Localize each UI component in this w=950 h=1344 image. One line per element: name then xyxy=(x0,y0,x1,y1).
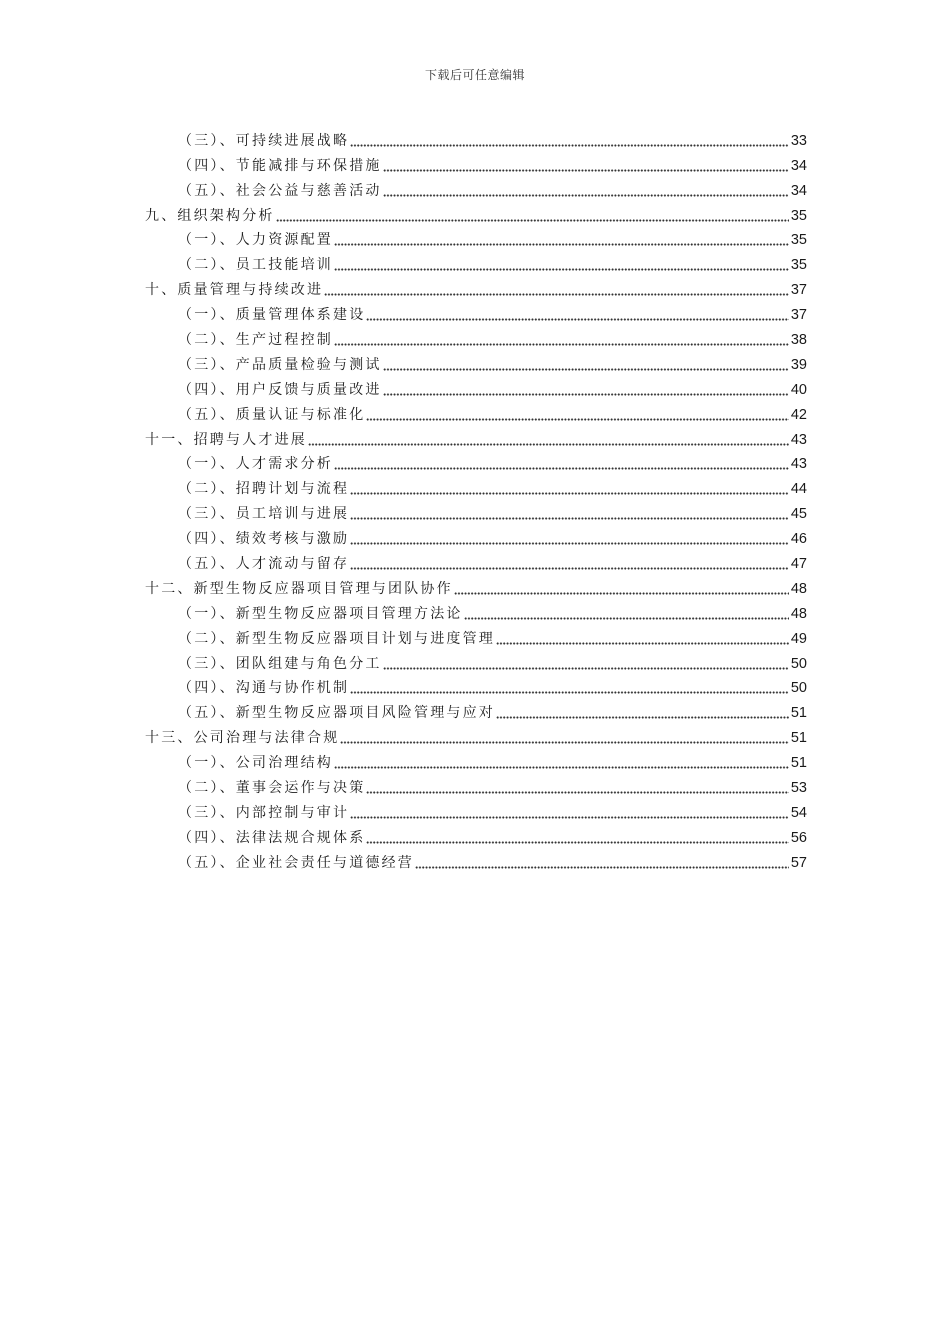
toc-entry-title: （三）、员工培训与进展 xyxy=(178,506,350,523)
toc-entry-title: （四）、沟通与协作机制 xyxy=(178,680,350,697)
toc-page-number: 50 xyxy=(790,680,807,697)
toc-dot-leader xyxy=(334,755,789,769)
toc-page-number: 54 xyxy=(790,804,807,821)
toc-entry-title: （一）、公司治理结构 xyxy=(178,755,333,772)
toc-entry-title: （四）、节能减排与环保措施 xyxy=(178,157,382,174)
toc-page-number: 46 xyxy=(790,531,807,548)
toc-section-entry[interactable] xyxy=(145,548,807,573)
toc-section-entry[interactable] xyxy=(145,125,807,150)
toc-entry-title: （三）、团队组建与角色分工 xyxy=(178,655,382,672)
toc-section-entry[interactable] xyxy=(145,523,807,548)
toc-section-entry[interactable] xyxy=(145,399,807,424)
toc-dot-leader xyxy=(334,257,789,271)
toc-entry-title: （二）、生产过程控制 xyxy=(178,332,333,349)
toc-page-number: 51 xyxy=(790,705,807,722)
toc-section-entry[interactable] xyxy=(145,324,807,349)
toc-entry-title: （五）、质量认证与标准化 xyxy=(178,406,366,423)
toc-section-entry[interactable] xyxy=(145,648,807,673)
toc-dot-leader xyxy=(383,382,789,396)
toc-section-entry[interactable] xyxy=(145,598,807,623)
toc-dot-leader xyxy=(350,805,789,819)
toc-section-entry[interactable] xyxy=(145,374,807,399)
toc-dot-leader xyxy=(366,780,788,794)
toc-page-number: 33 xyxy=(790,132,807,149)
toc-page-number: 40 xyxy=(790,381,807,398)
toc-section-entry[interactable] xyxy=(145,673,807,698)
toc-page-number: 51 xyxy=(790,730,807,747)
toc-page-number: 38 xyxy=(790,332,807,349)
toc-section-entry[interactable] xyxy=(145,747,807,772)
toc-page-number: 34 xyxy=(790,182,807,199)
toc-entry-title: （五）、人才流动与留存 xyxy=(178,556,350,573)
toc-page-number: 43 xyxy=(790,456,807,473)
toc-page-number: 48 xyxy=(790,605,807,622)
toc-entry-title: 十、质量管理与持续改进 xyxy=(145,282,324,299)
toc-section-entry[interactable] xyxy=(145,847,807,872)
toc-page-number: 48 xyxy=(790,580,807,597)
toc-page-number: 37 xyxy=(790,307,807,324)
toc-page-number: 43 xyxy=(790,431,807,448)
toc-entry-title: （二）、员工技能培训 xyxy=(178,257,333,274)
toc-section-entry[interactable] xyxy=(145,150,807,175)
toc-page-number: 50 xyxy=(790,655,807,672)
toc-entry-title: （五）、新型生物反应器项目风险管理与应对 xyxy=(178,705,495,722)
toc-entry-title: （二）、董事会运作与决策 xyxy=(178,780,366,797)
toc-dot-leader xyxy=(350,531,789,545)
toc-dot-leader xyxy=(350,481,789,495)
toc-page-number: 56 xyxy=(790,829,807,846)
toc-dot-leader xyxy=(276,208,789,222)
toc-entry-title: （五）、社会公益与慈善活动 xyxy=(178,182,382,199)
toc-page-number: 45 xyxy=(790,506,807,523)
toc-dot-leader xyxy=(383,656,789,670)
toc-dot-leader xyxy=(383,158,789,172)
toc-chapter-entry[interactable] xyxy=(145,722,807,747)
toc-dot-leader xyxy=(496,705,789,719)
toc-dot-leader xyxy=(324,282,789,296)
toc-section-entry[interactable] xyxy=(145,449,807,474)
toc-entry-title: （一）、人力资源配置 xyxy=(178,232,333,249)
toc-page-number: 35 xyxy=(790,232,807,249)
toc-page-number: 39 xyxy=(790,356,807,373)
toc-section-entry[interactable] xyxy=(145,249,807,274)
toc-page-number: 49 xyxy=(790,630,807,647)
toc-entry-title: （三）、可持续进展战略 xyxy=(178,132,350,149)
toc-chapter-entry[interactable] xyxy=(145,274,807,299)
toc-page-number: 53 xyxy=(790,780,807,797)
page-header: 下载后可任意编辑 xyxy=(424,68,525,82)
toc-entry-title: （四）、用户反馈与质量改进 xyxy=(178,381,382,398)
toc-dot-leader xyxy=(366,407,788,421)
toc-dot-leader xyxy=(308,432,789,446)
toc-section-entry[interactable] xyxy=(145,349,807,374)
toc-entry-title: （一）、质量管理体系建设 xyxy=(178,307,366,324)
toc-entry-title: （二）、新型生物反应器项目计划与进度管理 xyxy=(178,630,495,647)
toc-entry-title: （四）、绩效考核与激励 xyxy=(178,531,350,548)
toc-entry-title: 十三、公司治理与法律合规 xyxy=(145,730,340,747)
toc-entry-title: （五）、企业社会责任与道德经营 xyxy=(178,854,414,871)
toc-entry-title: 九、组织架构分析 xyxy=(145,207,275,224)
toc-dot-leader xyxy=(366,830,788,844)
toc-dot-leader xyxy=(383,357,789,371)
toc-page-number: 34 xyxy=(790,157,807,174)
toc-section-entry[interactable] xyxy=(145,623,807,648)
toc-dot-leader xyxy=(366,307,788,321)
toc-chapter-entry[interactable] xyxy=(145,200,807,225)
toc-section-entry[interactable] xyxy=(145,299,807,324)
toc-dot-leader xyxy=(350,680,789,694)
toc-dot-leader xyxy=(334,332,789,346)
toc-section-entry[interactable] xyxy=(145,797,807,822)
toc-page-number: 47 xyxy=(790,556,807,573)
toc-section-entry[interactable] xyxy=(145,772,807,797)
toc-page-number: 42 xyxy=(790,406,807,423)
toc-page-number: 57 xyxy=(790,854,807,871)
toc-dot-leader xyxy=(334,456,789,470)
toc-chapter-entry[interactable] xyxy=(145,573,807,598)
toc-dot-leader xyxy=(454,581,789,595)
toc-page-number: 51 xyxy=(790,755,807,772)
toc-entry-title: （四）、法律法规合规体系 xyxy=(178,829,366,846)
toc-dot-leader xyxy=(415,855,789,869)
toc-dot-leader xyxy=(383,183,789,197)
toc-entry-title: （一）、人才需求分析 xyxy=(178,456,333,473)
toc-dot-leader xyxy=(340,730,788,744)
toc-entry-title: （二）、招聘计划与流程 xyxy=(178,481,350,498)
toc-section-entry[interactable] xyxy=(145,225,807,250)
toc-entry-title: 十二、新型生物反应器项目管理与团队协作 xyxy=(145,580,453,597)
toc-page-number: 44 xyxy=(790,481,807,498)
toc-page-number: 35 xyxy=(790,207,807,224)
toc-section-entry[interactable] xyxy=(145,175,807,200)
toc-entry-title: （一）、新型生物反应器项目管理方法论 xyxy=(178,605,463,622)
toc-dot-leader xyxy=(350,556,789,570)
toc-section-entry[interactable] xyxy=(145,697,807,722)
toc-section-entry[interactable] xyxy=(145,498,807,523)
toc-dot-leader xyxy=(464,606,789,620)
toc-entry-title: 十一、招聘与人才进展 xyxy=(145,431,307,448)
toc-entry-title: （三）、产品质量检验与测试 xyxy=(178,356,382,373)
toc-entry-title: （三）、内部控制与审计 xyxy=(178,804,350,821)
table-of-contents xyxy=(145,125,807,872)
toc-dot-leader xyxy=(350,133,789,147)
toc-dot-leader xyxy=(334,232,789,246)
toc-page-number: 37 xyxy=(790,282,807,299)
toc-dot-leader xyxy=(496,631,789,645)
toc-page-number: 35 xyxy=(790,257,807,274)
toc-section-entry[interactable] xyxy=(145,473,807,498)
toc-chapter-entry[interactable] xyxy=(145,424,807,449)
toc-section-entry[interactable] xyxy=(145,822,807,847)
toc-dot-leader xyxy=(350,506,789,520)
